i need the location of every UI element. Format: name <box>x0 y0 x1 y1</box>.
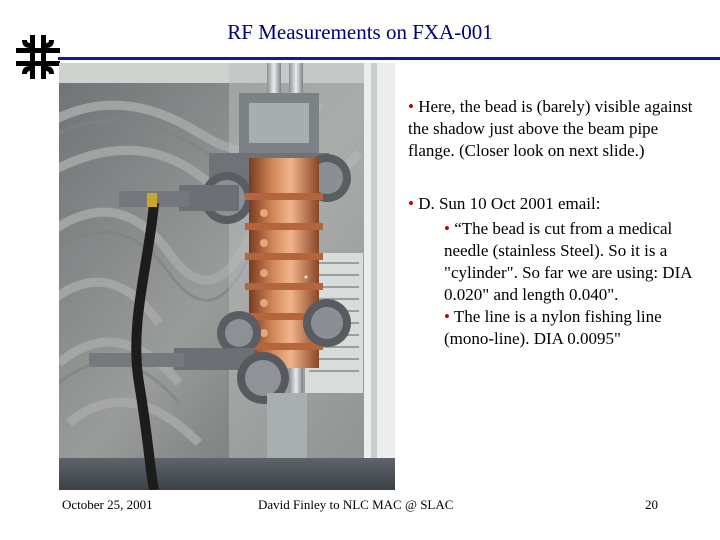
bullet-item <box>408 193 708 215</box>
bullet-text: Here, the bead is (barely) visible against the shadow just above the beam pipe flange. (Closer look on next slide.) <box>408 97 693 160</box>
bullet-list <box>408 96 708 350</box>
bullet-marker: • <box>444 219 450 238</box>
bullet-item <box>408 96 708 162</box>
sub-bullet-item <box>444 218 708 306</box>
footer-date: October 25, 2001 <box>62 497 153 512</box>
bullet-marker: • <box>408 97 414 116</box>
bullet-marker: • <box>444 307 450 326</box>
slide-title: RF Measurements on FXA-001 <box>227 20 493 44</box>
bullet-text: D. Sun 10 Oct 2001 email: <box>418 194 601 213</box>
bullet-marker: • <box>408 194 414 213</box>
sub-bullet-text: “The bead is cut from a medical needle (stainless Steel). So it is a "cylinder". So far we are using: DIA 0.020" and length 0.040". <box>444 219 692 304</box>
rf-structure-photo <box>59 63 395 490</box>
page-number: 20 <box>645 497 658 512</box>
sub-bullet-item <box>444 306 708 350</box>
sub-bullet-text: The line is a nylon fishing line (mono-line). DIA 0.0095" <box>444 307 662 348</box>
title-rule <box>58 57 720 60</box>
footer-presenter: David Finley to NLC MAC @ SLAC <box>258 497 454 512</box>
